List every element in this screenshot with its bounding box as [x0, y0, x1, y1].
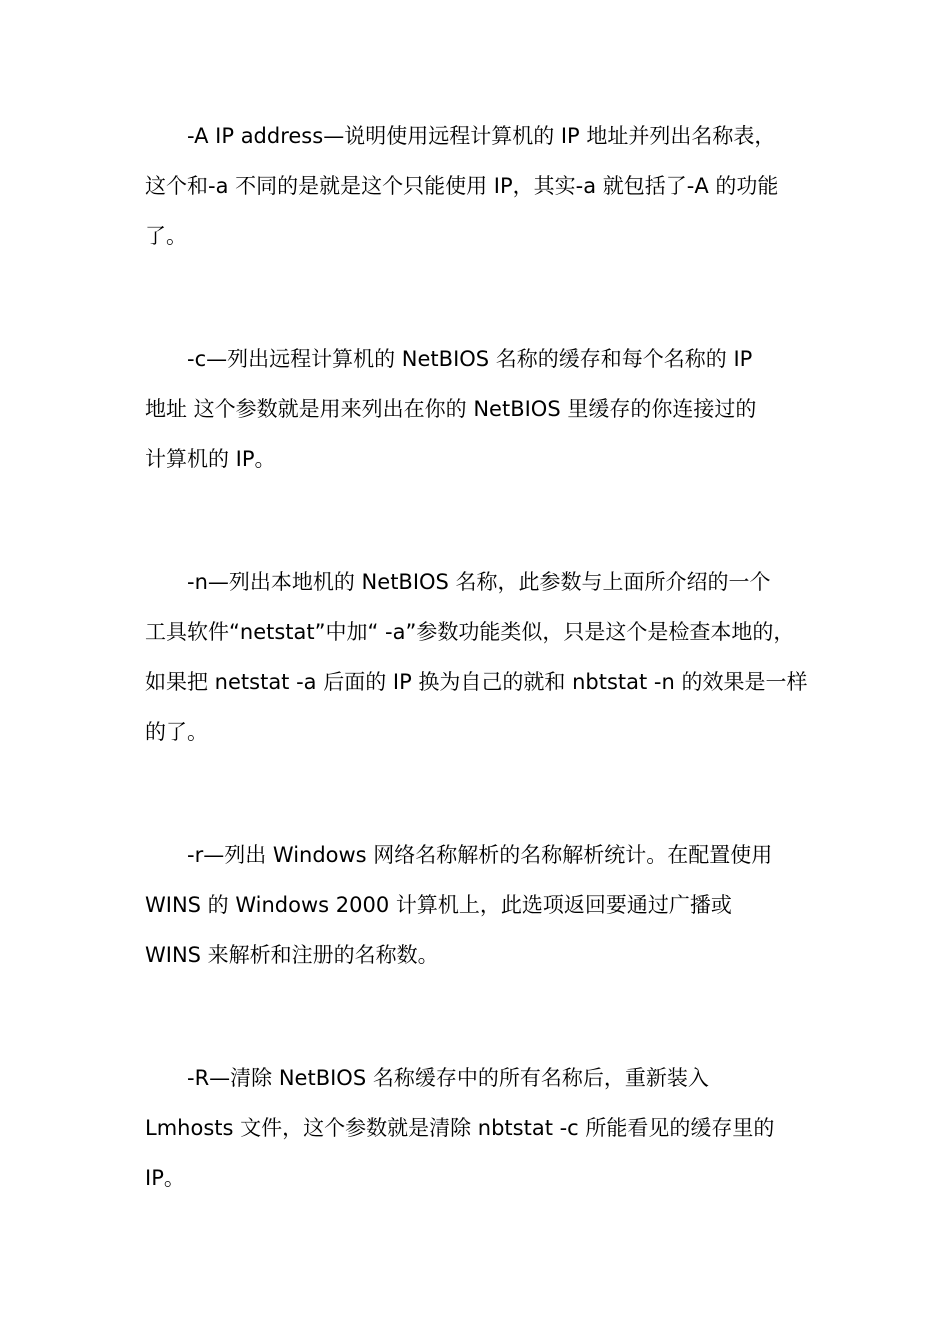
paragraph-line: -R—清除 NetBIOS 名称缓存中的所有名称后，重新装入 [187, 1066, 709, 1090]
paragraph-line: 工具软件“netstat”中加“ -a”参数功能类似，只是这个是检查本地的， [145, 620, 795, 644]
paragraph-line: Lmhosts 文件，这个参数就是清除 nbtstat -c 所能看见的缓存里的 [145, 1116, 775, 1140]
paragraph-line: -r—列出 Windows 网络名称解析的名称解析统计。在配置使用 [187, 843, 773, 867]
paragraph-option-n [145, 557, 813, 757]
paragraph-option-r [145, 830, 813, 980]
paragraph-line: 如果把 netstat -a 后面的 IP 换为自己的就和 nbtstat -n 的效果是一样 [145, 670, 808, 694]
paragraph-option-R [145, 1053, 813, 1203]
paragraph-option-c [145, 334, 813, 484]
paragraph-line: 计算机的 IP。 [145, 447, 276, 471]
paragraph-option-A [145, 111, 813, 261]
paragraph-line: 的了。 [145, 720, 208, 744]
paragraph-line: IP。 [145, 1166, 185, 1190]
paragraph-line: -n—列出本地机的 NetBIOS 名称，此参数与上面所介绍的一个 [187, 570, 771, 594]
paragraph-line: WINS 来解析和注册的名称数。 [145, 943, 439, 967]
paragraph-line: -c—列出远程计算机的 NetBIOS 名称的缓存和每个名称的 IP [187, 347, 753, 371]
paragraph-line: 了。 [145, 224, 187, 248]
paragraph-line: -A IP address—说明使用远程计算机的 IP 地址并列出名称表， [187, 124, 776, 148]
paragraph-line: 这个和-a 不同的是就是这个只能使用 IP，其实-a 就包括了-A 的功能 [145, 174, 779, 198]
paragraph-line: WINS 的 Windows 2000 计算机上，此选项返回要通过广播或 [145, 893, 732, 917]
paragraph-line: 地址 这个参数就是用来列出在你的 NetBIOS 里缓存的你连接过的 [145, 397, 757, 421]
